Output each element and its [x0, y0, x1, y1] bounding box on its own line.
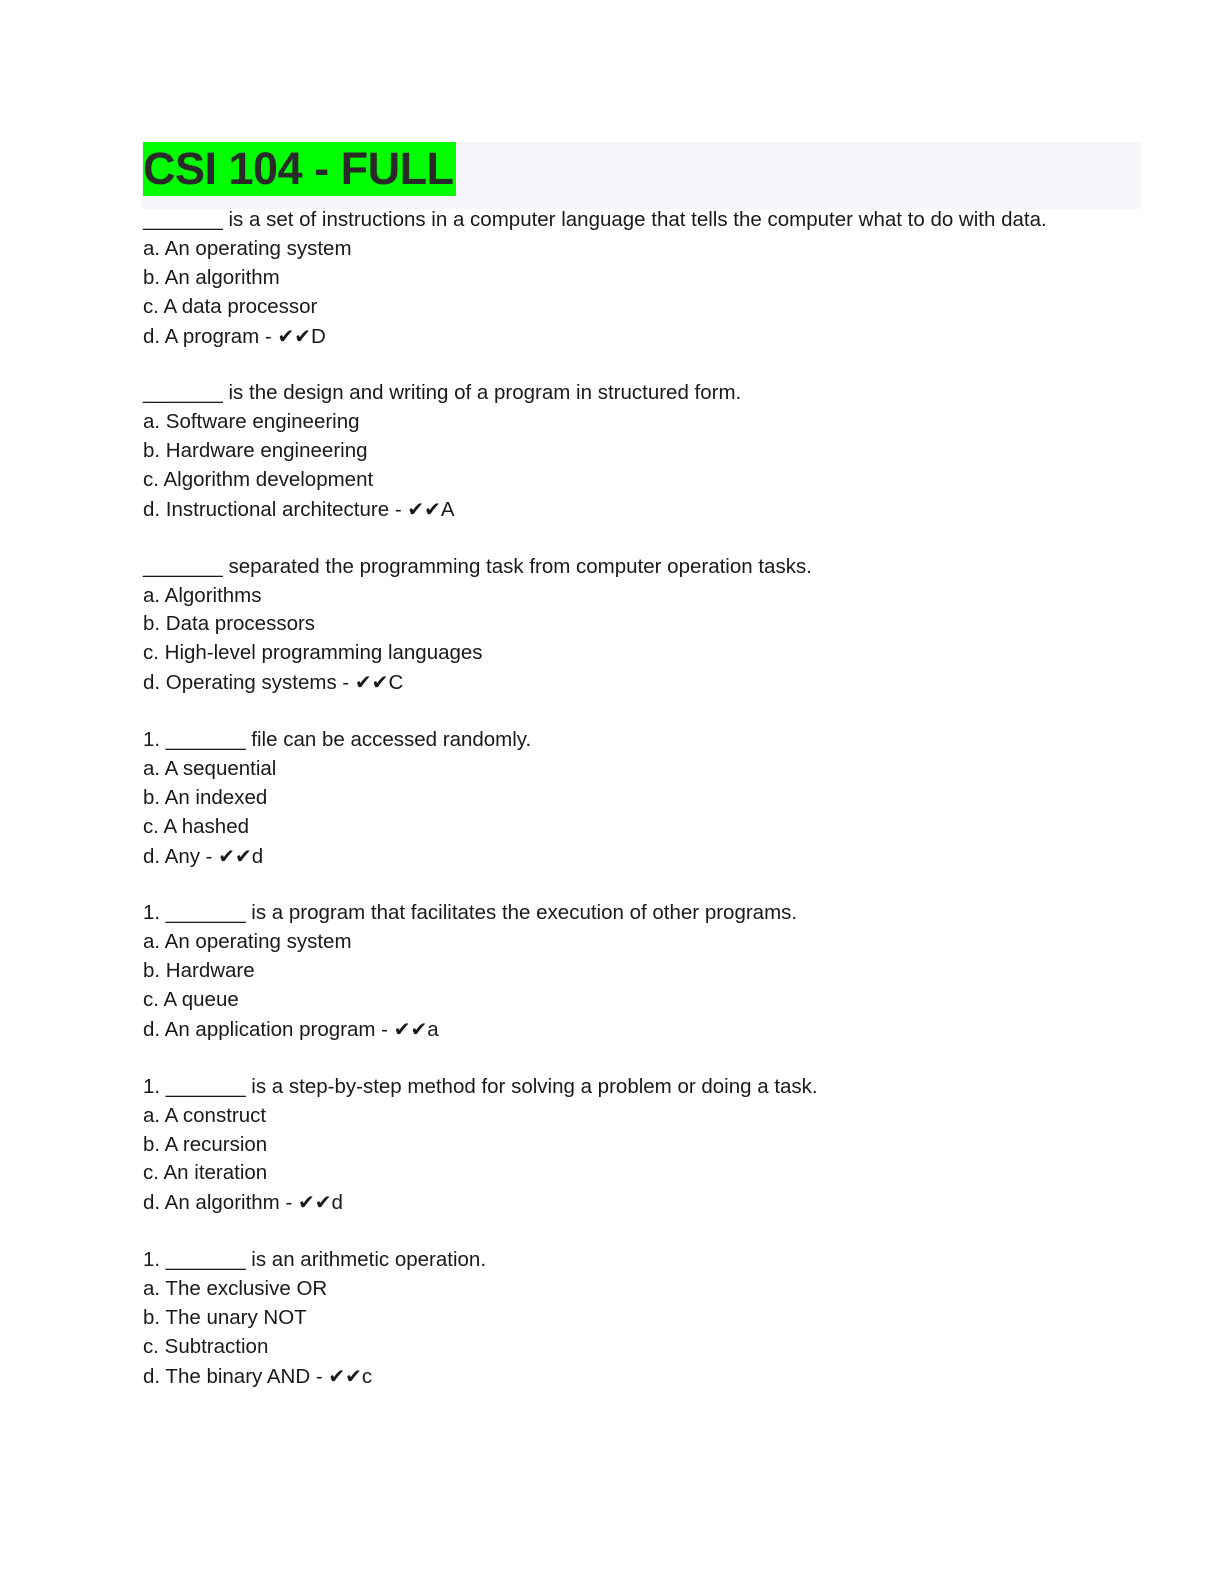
- check-mark-icon: ✔✔: [354, 670, 389, 695]
- check-mark-icon: ✔✔: [297, 1190, 332, 1215]
- question-stem: 1. _______ file can be accessed randomly.: [143, 728, 532, 752]
- check-mark-icon: ✔✔: [328, 1363, 362, 1388]
- answer-option: c. A queue: [143, 988, 239, 1012]
- answer-option: c. A hashed: [143, 814, 250, 838]
- answer-option: a. An operating system: [143, 930, 352, 954]
- answer-key: C: [388, 671, 404, 695]
- answer-option: a. Algorithms: [143, 583, 262, 607]
- answer-option-text: d. A program -: [143, 324, 278, 348]
- answer-option-text: d. Any -: [143, 844, 219, 868]
- answer-option-with-key: [143, 1015, 1133, 1044]
- question-block: [143, 726, 1133, 870]
- answer-option: a. A construct: [143, 1103, 267, 1127]
- answer-option-with-key: [143, 1362, 1133, 1391]
- answer-option-text: d. Instructional architecture -: [143, 497, 408, 521]
- answer-option: b. A recursion: [143, 1132, 268, 1156]
- answer-option: b. An indexed: [143, 785, 268, 809]
- answer-option: a. An operating system: [143, 236, 352, 260]
- answer-option-with-key: [143, 495, 1133, 524]
- answer-option-text: d. The binary AND -: [143, 1364, 329, 1388]
- answer-option: c. High-level programming languages: [143, 641, 483, 665]
- answer-option-text: d. An application program -: [143, 1017, 394, 1041]
- answer-option-text: d. Operating systems -: [143, 671, 355, 695]
- answer-option: c. A data processor: [143, 294, 318, 318]
- answer-key: D: [310, 324, 326, 348]
- answer-option: c. Algorithm development: [143, 468, 374, 492]
- answer-key: A: [440, 497, 455, 521]
- answer-option: b. An algorithm: [143, 265, 280, 289]
- question-stem: _______ is a set of instructions in a computer language that tells the computer what to do with data.: [143, 208, 1047, 231]
- answer-option-text: d. An algorithm -: [143, 1191, 298, 1215]
- question-block: [143, 553, 1133, 697]
- answer-option: a. Software engineering: [143, 410, 360, 434]
- answer-option: b. Hardware engineering: [143, 439, 368, 463]
- answer-option: b. Data processors: [143, 612, 316, 636]
- answer-option: b. Hardware: [143, 959, 255, 983]
- answer-option-with-key: [143, 842, 1133, 871]
- question-stem: 1. _______ is an arithmetic operation.: [143, 1248, 487, 1272]
- question-block: [143, 1073, 1133, 1217]
- answer-option-with-key: [143, 322, 1133, 351]
- page-title: CSI 104 - FULL: [143, 143, 454, 194]
- question-stem: 1. _______ is a step-by-step method for solving a problem or doing a task.: [143, 1074, 818, 1098]
- check-mark-icon: ✔✔: [407, 496, 441, 521]
- answer-option: a. A sequential: [143, 756, 277, 780]
- answer-option-with-key: [143, 1188, 1133, 1217]
- question-block: [143, 1246, 1133, 1390]
- answer-key: d: [331, 1191, 343, 1215]
- answer-option: c. Subtraction: [143, 1334, 269, 1358]
- question-stem: 1. _______ is a program that facilitates the execution of other programs.: [143, 901, 798, 925]
- question-stem: _______ is the design and writing of a program in structured form.: [143, 381, 742, 405]
- answer-option: b. The unary NOT: [143, 1305, 307, 1329]
- question-block: [143, 379, 1133, 523]
- question-block: [143, 206, 1133, 350]
- question-stem: _______ separated the programming task from computer operation tasks.: [143, 554, 812, 578]
- check-mark-icon: ✔✔: [218, 843, 252, 868]
- check-mark-icon: ✔✔: [277, 323, 311, 348]
- answer-option-with-key: [143, 668, 1133, 697]
- question-block: [143, 899, 1133, 1043]
- question-list: [143, 206, 1133, 1419]
- answer-key: d: [251, 844, 264, 868]
- check-mark-icon: ✔✔: [393, 1016, 428, 1041]
- answer-key: c: [361, 1364, 373, 1388]
- answer-option: a. The exclusive OR: [143, 1276, 328, 1300]
- answer-key: a: [427, 1017, 439, 1041]
- answer-option: c. An iteration: [143, 1161, 268, 1185]
